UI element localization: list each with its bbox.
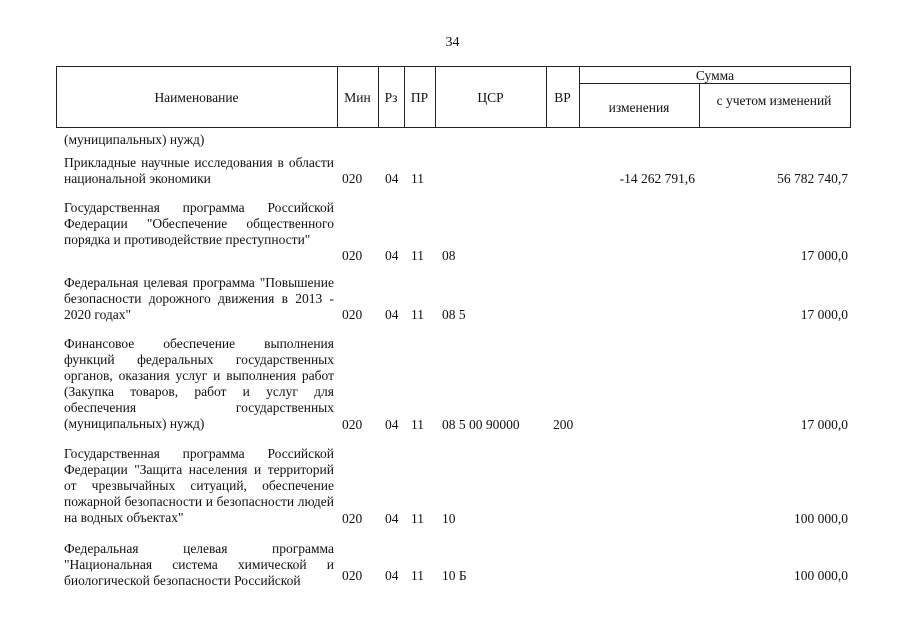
row-pr: 11 bbox=[411, 171, 424, 186]
row-min: 020 bbox=[342, 568, 363, 583]
row-total: 100 000,0 bbox=[794, 511, 848, 526]
row-min: 020 bbox=[342, 417, 363, 432]
row-rz: 04 bbox=[385, 568, 399, 583]
row-changes: -14 262 791,6 bbox=[619, 171, 695, 186]
row-csr: 08 5 bbox=[442, 307, 466, 322]
sum-divider bbox=[579, 83, 851, 84]
row-name: Федеральная целевая программа "Повышение безопасности дорожного движения в 2013 - 2020 годах" bbox=[64, 275, 334, 322]
row-pr: 11 bbox=[411, 568, 424, 583]
row-pr: 11 bbox=[411, 417, 424, 432]
row-csr: 10 bbox=[442, 511, 456, 526]
row-total: 56 782 740,7 bbox=[777, 171, 848, 186]
row-min: 020 bbox=[342, 511, 363, 526]
row-min: 020 bbox=[342, 248, 363, 263]
row-rz: 04 bbox=[385, 417, 399, 432]
row-name: (муниципальных) нужд) bbox=[64, 132, 205, 147]
row-min: 020 bbox=[342, 307, 363, 322]
row-total: 17 000,0 bbox=[800, 417, 848, 432]
header-sum: Сумма bbox=[695, 68, 735, 83]
row-rz: 04 bbox=[385, 511, 399, 526]
row-total: 17 000,0 bbox=[800, 248, 848, 263]
row-pr: 11 bbox=[411, 307, 424, 322]
row-name: Прикладные научные исследования в области национальной экономики bbox=[64, 155, 334, 186]
row-name: Федеральная целевая программа "Национальная система химической и биологической безопасности Российской bbox=[64, 541, 334, 588]
row-name: Финансовое обеспечение выполнения функций федеральных государственных органов, оказания услуг и выполнения работ (Закупка товаров, работ и услуг для обеспечения государственных (муниципальных) нужд) bbox=[64, 336, 334, 431]
row-name: Государственная программа Российской Федерации "Обеспечение общественного порядка и противодействие преступности" bbox=[64, 200, 334, 247]
row-pr: 11 bbox=[411, 248, 424, 263]
row-rz: 04 bbox=[385, 248, 399, 263]
row-csr: 08 5 00 90000 bbox=[442, 417, 520, 432]
header-rz: Рз bbox=[384, 90, 398, 105]
row-pr: 11 bbox=[411, 511, 424, 526]
row-total: 17 000,0 bbox=[800, 307, 848, 322]
row-rz: 04 bbox=[385, 171, 399, 186]
row-total: 100 000,0 bbox=[794, 568, 848, 583]
header-vr: ВР bbox=[554, 90, 571, 105]
row-csr: 08 bbox=[442, 248, 456, 263]
row-vr: 200 bbox=[553, 417, 574, 432]
header-top-border bbox=[56, 66, 851, 67]
header-with-changes: с учетом изменений bbox=[716, 93, 832, 108]
page-number: 34 bbox=[445, 35, 460, 50]
row-min: 020 bbox=[342, 171, 363, 186]
header-bottom-border bbox=[56, 127, 851, 128]
row-rz: 04 bbox=[385, 307, 399, 322]
col-border bbox=[699, 83, 700, 128]
header-name: Наименование bbox=[154, 90, 239, 105]
row-name: Государственная программа Российской Федерации "Защита населения и территорий от чрезвычайных ситуаций, обеспечение пожарной безопасности и безопасности людей на водных объектах" bbox=[64, 446, 334, 525]
header-csr: ЦСР bbox=[477, 90, 504, 105]
header-pr: ПР bbox=[410, 90, 429, 105]
row-csr: 10 Б bbox=[442, 568, 467, 583]
header-min: Мин bbox=[344, 90, 371, 105]
header-changes: изменения bbox=[608, 100, 670, 115]
